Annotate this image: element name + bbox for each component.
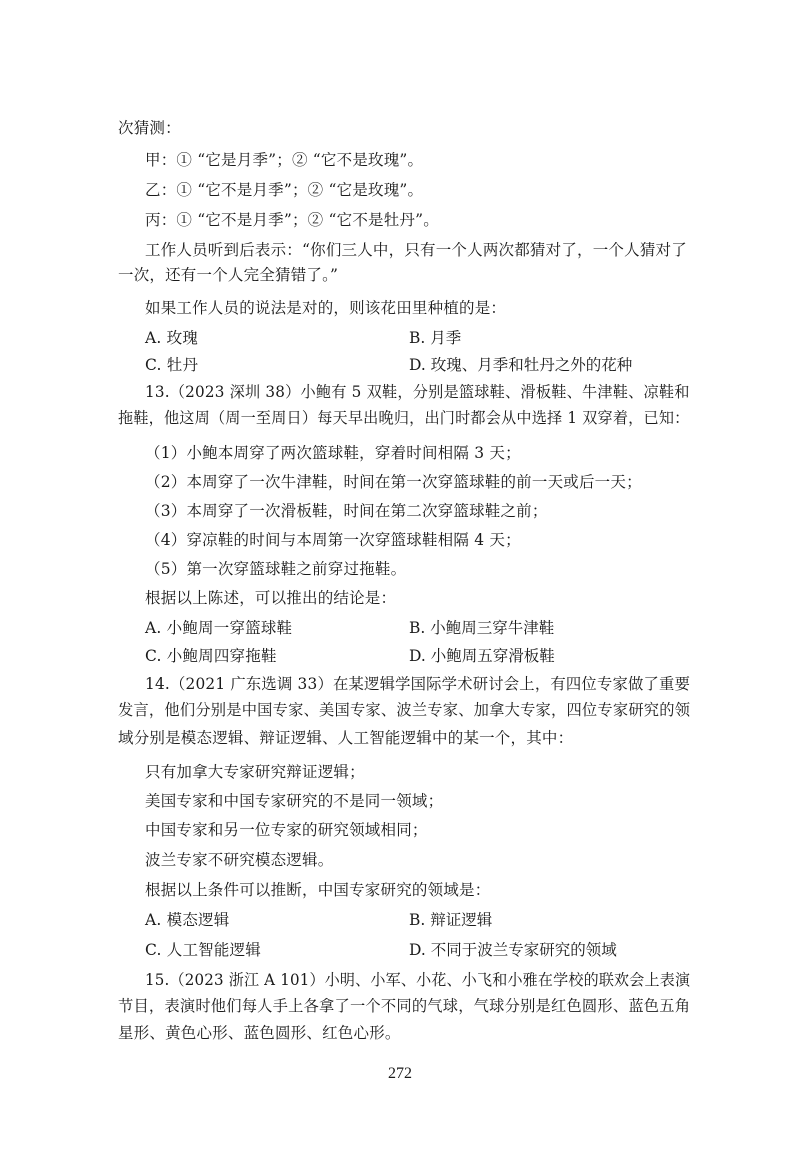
q13-line-2: 拖鞋，他这周（周一至周日）每天早出晚归，出门时都会从中选择 1 双穿着，已知： [118, 409, 690, 427]
q13-line-1: 13.（2023 深圳 38）小鲍有 5 双鞋，分别是篮球鞋、滑板鞋、牛津鞋、凉鞋和 [145, 383, 690, 401]
intro-tail: 次猜测： [118, 119, 181, 137]
q13-condition-2: （2）本周穿了一次牛津鞋，时间在第一次穿篮球鞋的前一天或后一天； [145, 473, 642, 491]
q13-option-c: C. 小鲍周四穿拖鞋 [145, 647, 277, 665]
q14-line-1: 14.（2021 广东选调 33）在某逻辑学国际学术研讨会上，有四位专家做了重要 [145, 675, 691, 693]
guess-jia: 甲：① “它是月季”；② “它不是玫瑰”。 [145, 151, 424, 169]
q15-line-2: 节目，表演时他们每人手上各拿了一个不同的气球，气球分别是红色圆形、蓝色五角 [118, 997, 691, 1015]
q12-option-b: B. 月季 [409, 329, 462, 347]
q13-option-b: B. 小鲍周三穿牛津鞋 [409, 619, 555, 637]
q13-option-d: D. 小鲍周五穿滑板鞋 [409, 647, 555, 665]
q14-question: 根据以上条件可以推断，中国专家研究的领域是： [145, 881, 491, 899]
q14-line-3: 域分别是模态逻辑、辩证逻辑、人工智能逻辑中的某一个，其中： [118, 729, 574, 747]
q12-question: 如果工作人员的说法是对的，则该花田里种植的是： [145, 299, 507, 317]
q12-option-a: A. 玫瑰 [145, 329, 199, 347]
q14-option-a: A. 模态逻辑 [145, 911, 230, 929]
q13-condition-5: （5）第一次穿篮球鞋之前穿过拖鞋。 [145, 560, 407, 578]
q14-condition-2: 美国专家和中国专家研究的不是同一领域； [145, 792, 444, 810]
page-number: 272 [388, 1065, 412, 1082]
q12-option-d: D. 玫瑰、月季和牡丹之外的花种 [409, 356, 633, 374]
q15-line-1: 15.（2023 浙江 A 101）小明、小军、小花、小飞和小雅在学校的联欢会上表演 [145, 971, 691, 989]
staff-statement-line-1: 工作人员听到后表示：“你们三人中，只有一个人两次都猜对了，一个人猜对了 [145, 241, 687, 259]
q14-condition-3: 中国专家和另一位专家的研究领域相同； [145, 821, 428, 839]
q13-condition-1: （1）小鲍本周穿了两次篮球鞋，穿着时间相隔 3 天； [145, 444, 521, 462]
q13-option-a: A. 小鲍周一穿篮球鞋 [145, 619, 293, 637]
q14-condition-4: 波兰专家不研究模态逻辑。 [145, 851, 334, 869]
q14-condition-1: 只有加拿大专家研究辩证逻辑； [145, 763, 365, 781]
guess-yi: 乙：① “它不是月季”；② “它是玫瑰”。 [145, 181, 424, 199]
q15-line-3: 星形、黄色心形、蓝色圆形、红色心形。 [118, 1024, 401, 1042]
q13-condition-4: （4）穿凉鞋的时间与本周第一次穿篮球鞋相隔 4 天； [145, 531, 521, 549]
q14-option-b: B. 辩证逻辑 [409, 911, 493, 929]
q14-option-c: C. 人工智能逻辑 [145, 941, 261, 959]
guess-bing: 丙：① “它不是月季”；② “它不是牡丹”。 [145, 211, 439, 229]
q13-condition-3: （3）本周穿了一次滑板鞋，时间在第二次穿篮球鞋之前； [145, 502, 548, 520]
staff-statement-line-2: 一次，还有一个人完全猜错了。” [118, 266, 339, 284]
q14-line-2: 发言，他们分别是中国专家、美国专家、波兰专家、加拿大专家，四位专家研究的领 [118, 701, 691, 719]
q13-question: 根据以上陈述，可以推出的结论是： [145, 589, 397, 607]
q14-option-d: D. 不同于波兰专家研究的领域 [409, 941, 617, 959]
q12-option-c: C. 牡丹 [145, 356, 199, 374]
